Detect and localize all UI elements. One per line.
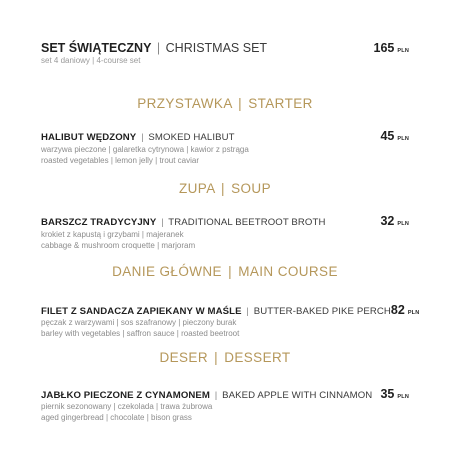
section-header-separator: | (238, 96, 243, 111)
dish-name-en: SMOKED HALIBUT (148, 132, 235, 143)
dish-name (41, 132, 235, 143)
section-header-en: DESSERT (224, 350, 291, 365)
set-title-en: CHRISTMAS SET (165, 41, 268, 55)
dish-price-value: 45 (380, 129, 395, 143)
dish-description-en: aged gingerbread | chocolate | bison grass (41, 412, 192, 422)
dish-description-en: cabbage & mushroom croquette | marjoram (41, 240, 196, 250)
dish-price-value: 32 (380, 214, 395, 228)
dish-price (380, 127, 409, 145)
section-header-main-course (0, 264, 450, 279)
dish-price (380, 212, 409, 230)
section-header-separator: | (228, 264, 233, 279)
section-header-en: MAIN COURSE (238, 264, 338, 279)
section-header-en: STARTER (248, 96, 313, 111)
dish-price-value: 35 (380, 387, 395, 401)
dish-name-pl: HALIBUT WĘDZONY (41, 132, 137, 143)
dish-name-pl: JABŁKO PIECZONE Z CYNAMONEM (41, 390, 210, 401)
section-header-pl: DESER (159, 350, 208, 365)
dish-price-value: 82 (390, 303, 405, 317)
section-header-starter (0, 96, 450, 111)
set-title (41, 41, 267, 55)
dish-description-en: roasted vegetables | lemon jelly | trout caviar (41, 155, 200, 165)
section-header-soup (0, 181, 450, 196)
set-title-row (41, 39, 409, 57)
dish-name-separator: | (161, 217, 164, 228)
set-price-value: 165 (373, 41, 395, 55)
dish-name-en: TRADITIONAL BEETROOT BROTH (168, 217, 326, 228)
dish-description-pl: piernik sezonowany | czekolada | trawa żubrowa (41, 402, 213, 411)
dish-row-soup (41, 212, 409, 230)
dish-name-separator: | (246, 306, 249, 317)
section-header-pl: ZUPA (179, 181, 215, 196)
dish-price (380, 385, 409, 403)
dish-price-currency: PLN (397, 394, 409, 400)
dish-description-soup (41, 230, 195, 251)
set-price-currency: PLN (397, 48, 409, 54)
set-subtitle: set 4 daniowy | 4-course set (41, 56, 141, 65)
section-header-pl: PRZYSTAWKA (137, 96, 232, 111)
dish-name-en: BUTTER-BAKED PIKE PERCH (253, 306, 391, 317)
section-header-pl: DANIE GŁÓWNE (112, 264, 222, 279)
dish-description-pl: krokiet z kapustą i grzybami | majeranek (41, 230, 184, 239)
dish-name-pl: BARSZCZ TRADYCYJNY (41, 217, 157, 228)
section-header-separator: | (214, 350, 219, 365)
dish-name-en: BAKED APPLE WITH CINNAMON (222, 390, 373, 401)
dish-name-pl: FILET Z SANDACZA ZAPIEKANY W MAŚLE (41, 306, 242, 317)
dish-price-currency: PLN (407, 310, 420, 316)
dish-row-main-course (41, 301, 420, 319)
dish-name-separator: | (214, 390, 218, 401)
dish-name (41, 390, 372, 401)
section-header-en: SOUP (231, 181, 271, 196)
dish-description-dessert (41, 402, 212, 423)
dish-price-currency: PLN (397, 136, 409, 142)
set-price (374, 39, 409, 57)
set-title-pl: SET ŚWIĄTECZNY (41, 41, 152, 55)
section-header-separator: | (221, 181, 225, 196)
dish-name (41, 306, 391, 317)
dish-description-main-course (41, 318, 239, 339)
dish-price-currency: PLN (397, 221, 409, 227)
dish-description-starter (41, 145, 249, 166)
dish-description-pl: pęczak z warzywami | sos szafranowy | pieczony burak (41, 318, 237, 327)
dish-price (391, 301, 420, 319)
dish-row-dessert (41, 385, 409, 403)
dish-name-separator: | (141, 132, 144, 143)
dish-description-pl: warzywa pieczone | galaretka cytrynowa | kawior z pstrąga (41, 145, 249, 154)
set-title-separator: | (156, 41, 161, 55)
dish-description-en: barley with vegetables | saffron sauce | roasted beetroot (41, 328, 240, 338)
section-header-dessert (0, 350, 450, 365)
dish-name (41, 217, 325, 228)
dish-row-starter (41, 127, 409, 145)
